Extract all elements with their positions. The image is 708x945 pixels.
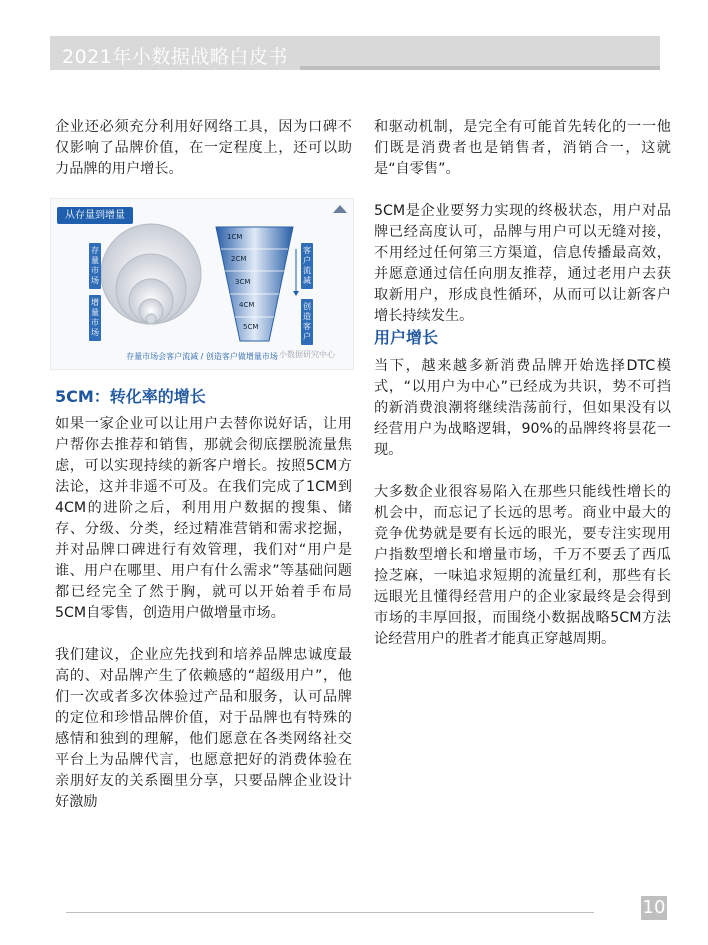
funnel-level-4: 4CM [239, 301, 255, 309]
body-paragraph: 和驱动机制，是完全有可能首先转化的一一他们既是消费者也是销售者，消销合一，这就是“自零售”。 [374, 119, 671, 177]
body-paragraph: 大多数企业很容易陷入在那些只能线性增长的机会中，而忘记了长远的思考。商业中最大的竞争优势就是要有长远的眼光，要专注实现用户指数型增长和增量市场，千万不要丢了西瓜捡芝麻，一味追求短期的流量红利，那些有长远眼光且懂得经营用户的企业家最终是会得到市场的丰厚回报，而围绕小数据战略5CM方法论经营用户的胜者才能真正穿越周期。 [374, 484, 671, 647]
page-number: 10 [642, 897, 666, 918]
funnel-level-1: 1CM [227, 233, 243, 241]
label-stock-market: 存量市场 [89, 243, 101, 289]
body-paragraph: 我们建议，企业应先找到和培养品牌忠诚度最高的、对品牌产生了依赖感的“超级用户”，他们一次或者多次体验过产品和服务，认可品牌的定位和珍惜品牌价值，对于品牌也有特殊的感情和独到的理解，他们愿意在各类网络社交平台上为品牌代言，也愿意把好的消费体验在亲朋好友的关系圈里分享，只要品牌企业设计好激励 [55, 647, 352, 810]
document-title: 2021年小数据战略白皮书 [62, 46, 288, 68]
right-column-top [374, 117, 671, 327]
right-column-body [374, 356, 671, 650]
diagram-watermark: 小数据研究中心 [279, 350, 335, 359]
left-column-body [55, 414, 352, 813]
label-create-customer: 创造客户 [301, 299, 313, 345]
funnel-level-2: 2CM [231, 255, 247, 263]
intro-paragraph: 企业还必须充分利用好网络工具，因为口碑不仅影响了品牌价值，在一定程度上，还可以助力品牌的用户增长。 [55, 119, 352, 177]
body-paragraph: 当下，越来越多新消费品牌开始选择DTC模式，“以用户为中心”已经成为共识，势不可挡的新消费浪潮将继续浩荡前行，但如果没有以经营用户为战略逻辑，90%的品牌终将昙花一现。 [374, 358, 671, 458]
body-paragraph: 5CM是企业要努力实现的终极状态，用户对品牌已经高度认可，品牌与用户可以无缝对接，不用经过任何第三方渠道，信息传播最高效，并愿意通过信任向朋友推荐，通过老用户去获取新用户，形成良性循环，从而可以让新客户增长持续发生。 [374, 203, 671, 324]
body-paragraph: 如果一家企业可以让用户去替你说好话，让用户帮你去推荐和销售，那就会彻底摆脱流量焦虑，可以实现持续的新客户增长。按照5CM方法论，这并非遥不可及。在我们完成了1CM到4CM的进阶之后，利用用户数据的搜集、储存、分级、分类，经过精准营销和需求挖掘，并对品牌口碑进行有效管理，我们对“用户是谁、用户在哪里、用户有什么需求”等基础问题都已经完全了然于胸，就可以开始着手布局5CM自零售，创造用户做增量市场。 [55, 416, 352, 621]
growth-diagram [50, 198, 354, 370]
diagram-title: 从存量到增量 [57, 207, 133, 224]
header-bar-shadow [300, 66, 660, 70]
label-incremental-market: 增量市场 [89, 295, 101, 341]
footer-divider [66, 912, 594, 913]
label-customer-loss: 客户流减 [301, 243, 313, 289]
section-heading-5cm: 5CM：转化率的增长 [55, 387, 206, 406]
section-heading-user-growth: 用户增长 [374, 328, 439, 347]
funnel-level-5: 5CM [243, 323, 259, 331]
left-column-intro [55, 117, 352, 180]
diagram-caption: 存量市场会客户流减 / 创造客户做增量市场 [126, 352, 278, 361]
funnel-level-3: 3CM [235, 278, 251, 286]
